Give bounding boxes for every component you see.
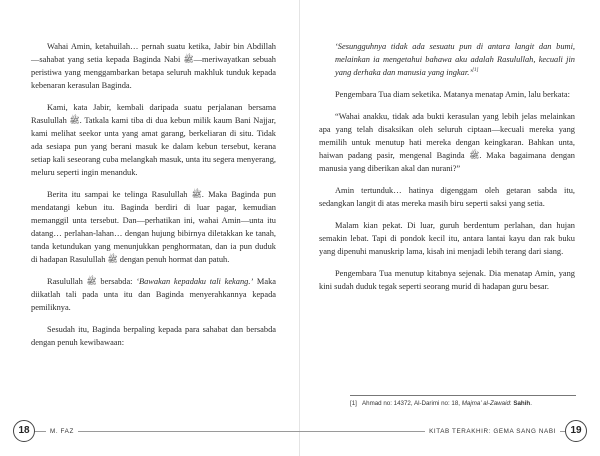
inline-quote: ‘Bawakan kepadaku tali kekang.’ (136, 277, 254, 286)
paragraph: Sesudah itu, Baginda berpaling kepada para sahabat dan bersabda dengan penuh kewibawaan: (31, 325, 276, 347)
right-body-text (319, 40, 575, 302)
right-page (300, 0, 600, 456)
paragraph: “Wahai anakku, tidak ada bukti kerasulan yang lebih jelas melainkan apa yang telah disaksikan oleh seluruh ciptaan—kecuali mereka yang memilih untuk menutup hati mereka dengan keingkaran. Bahkan unta, haiwan padang pasir, mengenal Baginda ﷺ. Maka bagaimana dengan manusia yang diberikan akal dan nurani?” (319, 112, 575, 173)
footnote-ref: [1] (472, 68, 479, 74)
hadith-quote: ‘Sesungguhnya tidak ada sesuatu pun di antara langit dan bumi, melainkan ia mengetahui bahawa aku adalah Rasulullah, kecuali jin yang derhaka dan manusia yang ingkar.’[1] (335, 42, 575, 77)
paragraph: Pengembara Tua menutup kitabnya sejenak. Dia menatap Amin, yang kini sudah duduk tegak seperti seorang murid di hadapan guru besar. (319, 269, 575, 291)
running-head-author: M. FAZ (46, 428, 78, 435)
left-body-text (31, 40, 276, 358)
paragraph: Berita itu sampai ke telinga Rasulullah ﷺ. Maka Baginda pun mendatangi kebun itu. Baginda berdiri di luar pagar, kemudian memanggil unta tersebut. Dan—perhatikan ini, wahai Amin—unta itu datang… perlahan-lahan… dengan hujung bibirnya diletakkan ke tanah, tanda ketundukan yang menunjukkan penghormatan, dan ia pun duduk di hadapan Rasulullah ﷺ dengan penuh hormat dan patuh. (31, 190, 276, 264)
page-number: 18 (13, 420, 35, 442)
paragraph: Amin tertunduk… hatinya digenggam oleh getaran sabda itu, sedangkan langit di atas mereka masih biru seperti saksi yang setia. (319, 186, 575, 208)
paragraph: Malam kian pekat. Di luar, guruh berdentum perlahan, dan hujan semakin lebat. Tapi di pondok kecil itu, antara lantai kayu dan rak buku yang dipenuhi manuskrip lama, kisah ini menjadi lebih terang dari siang. (319, 221, 575, 256)
page-number: 19 (565, 420, 587, 442)
footnote-source: Majma’ al-Zawaid (461, 400, 510, 407)
running-head-title: KITAB TERAKHIR: GEMA SANG NABI (425, 428, 560, 435)
footnote-grade: Sahih (513, 400, 531, 407)
paragraph: Kami, kata Jabir, kembali daripada suatu perjalanan bersama Rasulullah ﷺ. Tatkala kami tiba di dua kebun milik kaum Bani Najjar, kami melihat seekor unta yang amat garang, berkeliaran di situ. Tidak ada sesiapa pun yang berani masuk ke dalam kebun tersebut, kerana setiap kali seseorang cuba melangkah masuk, unta itu segera menyerang, meluru seperti ingin menanduk. (31, 103, 276, 177)
footnote-rule (350, 395, 576, 396)
paragraph: Wahai Amin, ketahuilah… pernah suatu ketika, Jabir bin Abdillah—sahabat yang setia kepada Baginda Nabi ﷺ—meriwayatkan sebuah peristiwa yang menggambarkan betapa seluruh makhluk tunduk kepada kebenaran kerasulan Baginda. (31, 42, 276, 90)
footnote-number: [1] (350, 400, 357, 407)
paragraph: Pengembara Tua diam seketika. Matanya menatap Amin, lalu berkata: (335, 90, 570, 99)
footnote: [1] Ahmad no: 14372, Al-Darimi no: 18, Majma’ al-Zawaid: Sahih. (350, 400, 532, 407)
paragraph-sabda: Rasulullah ﷺ bersabda: ‘Bawakan kepadaku tali kekang.’ Maka diikatlah tali pada unta itu dan Baginda menyerahkannya kepada pemiliknya. (31, 277, 276, 312)
